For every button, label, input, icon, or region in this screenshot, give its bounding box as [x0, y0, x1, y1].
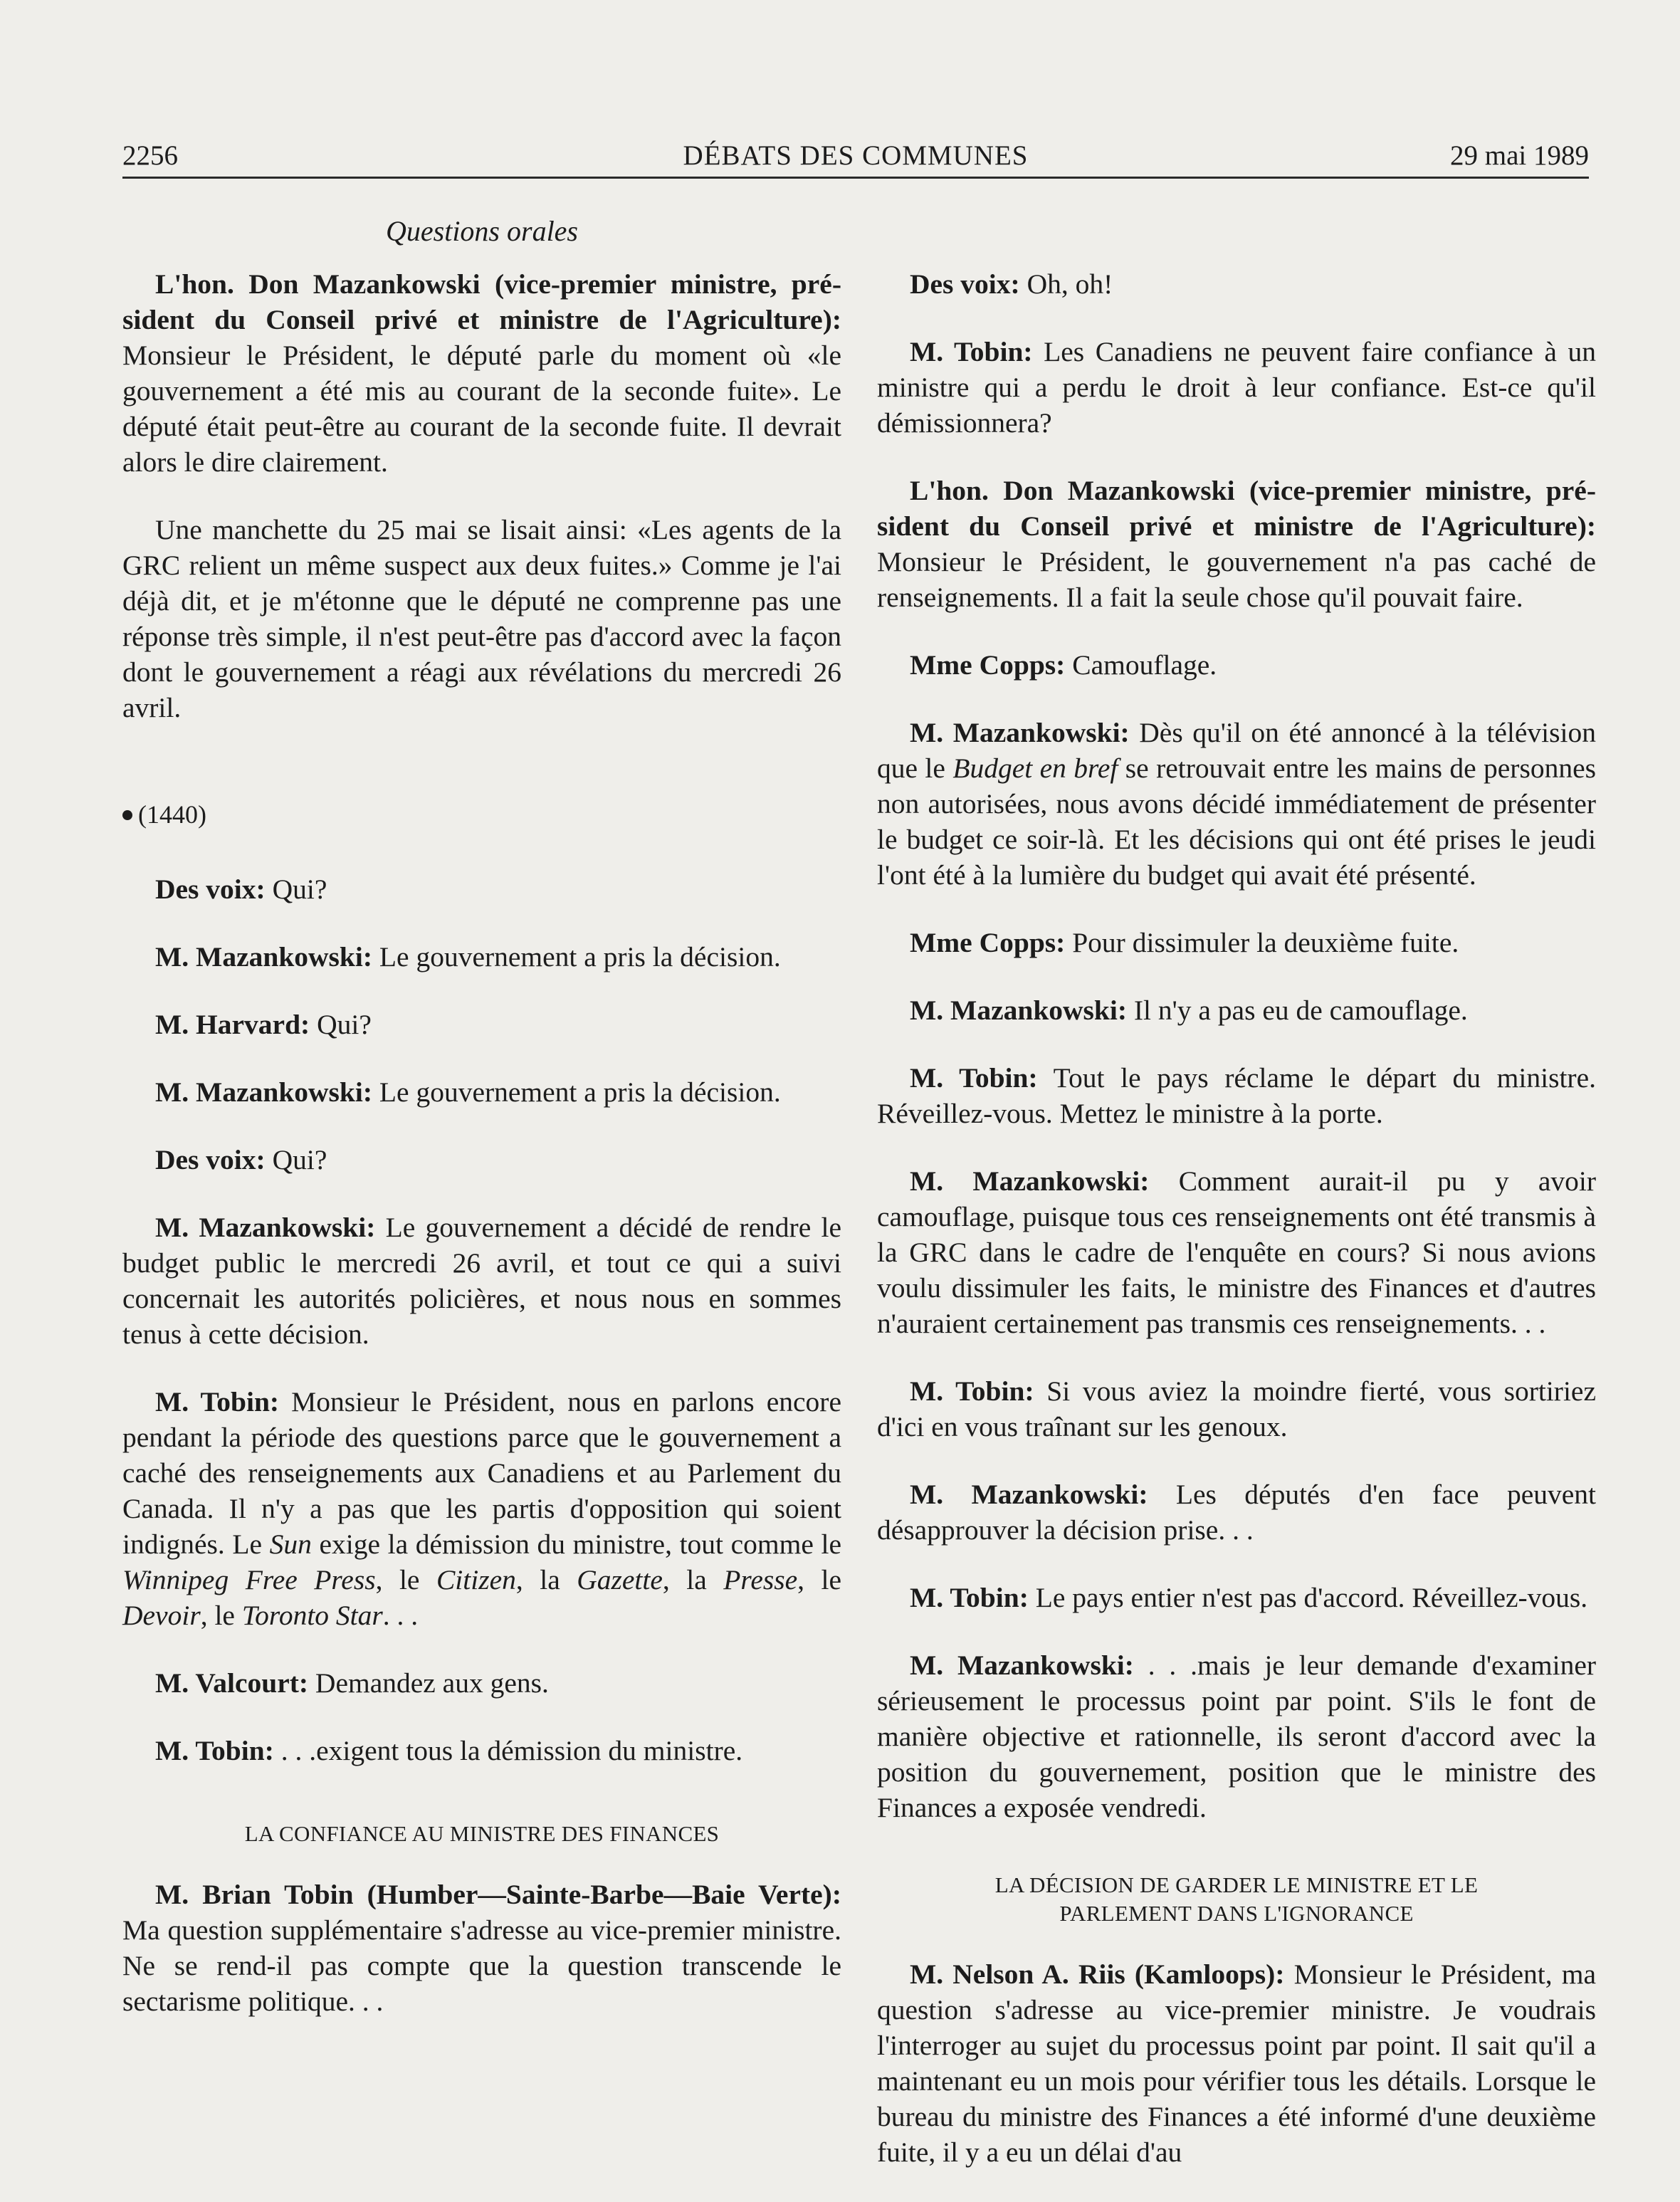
- paragraph: [122, 1665, 841, 1701]
- speaker: M. Mazankowski:: [155, 941, 373, 972]
- speaker: Des voix:: [910, 268, 1020, 300]
- left-column: [122, 214, 841, 2051]
- speech: , le: [375, 1564, 436, 1595]
- speaker: M. Mazankowski:: [155, 1212, 376, 1243]
- paragraph: [877, 715, 1596, 893]
- speech: Les députés d'en face peuvent désapprouver la décision prise. . .: [877, 1479, 1596, 1546]
- heading-line: PARLEMENT DANS L'IGNORANCE: [1059, 1901, 1414, 1926]
- paragraph: [877, 1956, 1596, 2170]
- speech: Monsieur le Président, le député parle du moment où «le gouvernement a été mis au courant de la seconde fuite». Le député était peut-être au courant de la seconde fuite. Il devrait alors le dire clairement.: [122, 340, 841, 478]
- newspaper-name: Gazette: [577, 1564, 663, 1595]
- speaker: Des voix:: [155, 1144, 266, 1175]
- speech: Oh, oh!: [1019, 268, 1113, 300]
- speaker: Mme Copps:: [910, 927, 1066, 958]
- right-column: [877, 266, 1596, 2202]
- paragraph: [122, 1384, 841, 1633]
- speech: Comment aurait-il pu y avoir camouflage, puisque tous ces renseignements ont été transmis à la GRC dans le cadre de l'enquête en cours? Si nous avions voulu dissimuler les faits, le ministre des Finances et d'autres n'auraient certainement pas transmis ces renseignements. . .: [877, 1165, 1596, 1339]
- speaker: L'hon. Don Mazankowski (vice-premier ministre, président du Conseil privé et ministre de l'Agriculture):: [122, 268, 841, 335]
- speaker: M. Tobin:: [910, 336, 1033, 367]
- section-rubric: Questions orales: [386, 215, 578, 247]
- speech: exige la démission du ministre, tout comme le: [311, 1529, 842, 1560]
- speech: Qui?: [265, 1144, 327, 1175]
- speech: . . .exigent tous la démission du ministre.: [273, 1735, 743, 1766]
- paragraph: [877, 925, 1596, 960]
- speech: Pour dissimuler la deuxième fuite.: [1065, 927, 1459, 958]
- speech: Demandez aux gens.: [308, 1667, 549, 1699]
- newspaper-name: Citizen: [436, 1564, 516, 1595]
- paragraph: [122, 1074, 841, 1110]
- newspaper-name: Presse: [723, 1564, 798, 1595]
- paragraph: [877, 1477, 1596, 1548]
- paragraph: [122, 1877, 841, 2019]
- speaker: M. Nelson A. Riis (Kamloops):: [910, 1959, 1285, 1990]
- speech: , le: [797, 1564, 841, 1595]
- speech: se retrouvait entre les mains de personnes non autorisées, nous avons décidé immédiatement de présenter le budget ce soir-là. Et les décisions qui ont été prises le jeudi l'ont été à la lumière du budget qui avait été présenté.: [877, 753, 1596, 891]
- document-name: Budget en bref: [952, 753, 1118, 784]
- speech: Camouflage.: [1065, 649, 1217, 681]
- speaker: Mme Copps:: [910, 649, 1066, 681]
- heading-line: LA DÉCISION DE GARDER LE MINISTRE ET LE: [994, 1872, 1479, 1897]
- speech: . . .mais je leur demande d'examiner sérieusement le processus point par point. S'ils le font de manière objective et rationnelle, ils seront d'accord avec la position du gouvernement, position que le ministre des Finances a exposée vendredi.: [877, 1650, 1597, 1823]
- paragraph: Une manchette du 25 mai se lisait ainsi: «Les agents de la GRC relient un même suspect aux deux fuites.» Comme je l'ai déjà dit, et je m'étonne que le député ne comprenne pas une réponse très simple, il n'est peut-être pas d'accord avec la façon dont le gouvernement a réagi aux révélations du mercredi 26 avril.: [122, 514, 841, 723]
- paragraph: [877, 647, 1596, 683]
- speech: . . .: [382, 1600, 419, 1631]
- paragraph: [122, 871, 841, 907]
- newspaper-name: Sun: [269, 1529, 312, 1560]
- page-number: 2256: [122, 140, 178, 171]
- speaker: M. Mazankowski:: [910, 717, 1130, 748]
- paragraph: [122, 1210, 841, 1352]
- speaker: M. Mazankowski:: [910, 1165, 1150, 1197]
- speech: Il n'y a pas eu de camouflage.: [1127, 995, 1468, 1026]
- speech: , la: [515, 1564, 577, 1595]
- speech: Le gouvernement a pris la décision.: [372, 941, 781, 972]
- timestamp-text: (1440): [138, 800, 206, 829]
- speech: Les Canadiens ne peuvent faire confiance à un ministre qui a perdu le droit à leur confiance. Est-ce qu'il démissionnera?: [877, 336, 1596, 439]
- speech: Qui?: [310, 1009, 372, 1040]
- paragraph: [122, 939, 841, 975]
- speaker: L'hon. Don Mazankowski (vice-premier ministre, président du Conseil privé et ministre de l'Agriculture):: [877, 475, 1596, 542]
- speech: Dès qu'il on été annoncé à la télévision que le: [877, 717, 1596, 784]
- paragraph: [877, 1373, 1596, 1445]
- timestamp: [122, 797, 841, 832]
- publication-title: DÉBATS DES COMMUNES: [683, 140, 1029, 171]
- speech: Le gouvernement a décidé de rendre le budget public le mercredi 26 avril, et tout ce qui a suivi concernait les autorités policières, et nous nous en sommes tenus à cette décision.: [122, 1212, 841, 1350]
- paragraph: [877, 473, 1596, 615]
- page-header: [122, 135, 1589, 175]
- speech: Tout le pays réclame le départ du ministre. Réveillez-vous. Mettez le ministre à la porte.: [877, 1062, 1596, 1129]
- paragraph: [122, 266, 841, 480]
- speech: Monsieur le Président, ma question s'adresse au vice-premier ministre. Je voudrais l'interroger au sujet du processus point par point. Il sait qu'il a maintenant eu un mois pour vérifier tous les détails. Lorsque le bureau du ministre des Finances a été informé d'une deuxième fuite, il y a eu un délai d'au: [877, 1959, 1596, 2168]
- speaker: M. Tobin:: [910, 1375, 1034, 1407]
- header-rule: [122, 177, 1589, 179]
- speech: , le: [200, 1600, 242, 1631]
- speech: Si vous aviez la moindre fierté, vous sortiriez d'ici en vous traînant sur les genoux.: [877, 1375, 1596, 1442]
- paragraph: [877, 992, 1596, 1028]
- speaker: M. Tobin:: [910, 1582, 1029, 1613]
- newspaper-name: Toronto Star: [241, 1600, 383, 1631]
- bullet-icon: [122, 810, 132, 820]
- speaker: M. Mazankowski:: [910, 995, 1128, 1026]
- newspaper-name: Winnipeg Free Press: [122, 1564, 376, 1595]
- section-heading: LA CONFIANCE AU MINISTRE DES FINANCES: [244, 1821, 720, 1846]
- paragraph: [122, 1007, 841, 1042]
- speaker: M. Tobin:: [155, 1735, 274, 1766]
- paragraph: [122, 1733, 841, 1768]
- speaker: M. Mazankowski:: [910, 1479, 1148, 1510]
- speech: , la: [662, 1564, 724, 1595]
- speaker: Des voix:: [155, 874, 266, 905]
- paragraph: [877, 1060, 1596, 1131]
- speaker: M. Valcourt:: [155, 1667, 309, 1699]
- speaker: M. Tobin:: [910, 1062, 1038, 1094]
- speaker: M. Mazankowski:: [910, 1650, 1134, 1681]
- speaker: M. Tobin:: [155, 1386, 280, 1417]
- speech: Ma question supplémentaire s'adresse au vice-premier ministre. Ne se rend-il pas compte que la question transcende le sectarisme politique. . .: [122, 1914, 841, 2017]
- paragraph: [122, 1142, 841, 1178]
- paragraph: [877, 266, 1596, 302]
- paragraph: [877, 1163, 1596, 1341]
- speech: Monsieur le Président, le gouvernement n'a pas caché de renseignements. Il a fait la seule chose qu'il pouvait faire.: [877, 546, 1596, 613]
- publication-date: 29 mai 1989: [1450, 140, 1589, 171]
- section-heading: [877, 1871, 1596, 1928]
- paragraph: [877, 1647, 1596, 1825]
- speech: Le pays entier n'est pas d'accord. Réveillez-vous.: [1028, 1582, 1588, 1613]
- speech: Qui?: [265, 874, 327, 905]
- newspaper-name: Devoir: [122, 1600, 201, 1631]
- speech: Monsieur le Président, nous en parlons encore pendant la période des questions parce que le gouvernement a caché des renseignements aux Canadiens et au Parlement du Canada. Il n'y a pas que les partis d'opposition qui soient indignés. Le: [122, 1386, 841, 1560]
- paragraph: [877, 334, 1596, 441]
- speaker: M. Harvard:: [155, 1009, 310, 1040]
- paragraph: [877, 1580, 1596, 1615]
- speech: Le gouvernement a pris la décision.: [372, 1076, 781, 1108]
- speaker: M. Mazankowski:: [155, 1076, 373, 1108]
- speaker: M. Brian Tobin (Humber—Sainte-Barbe—Baie Verte):: [155, 1879, 841, 1910]
